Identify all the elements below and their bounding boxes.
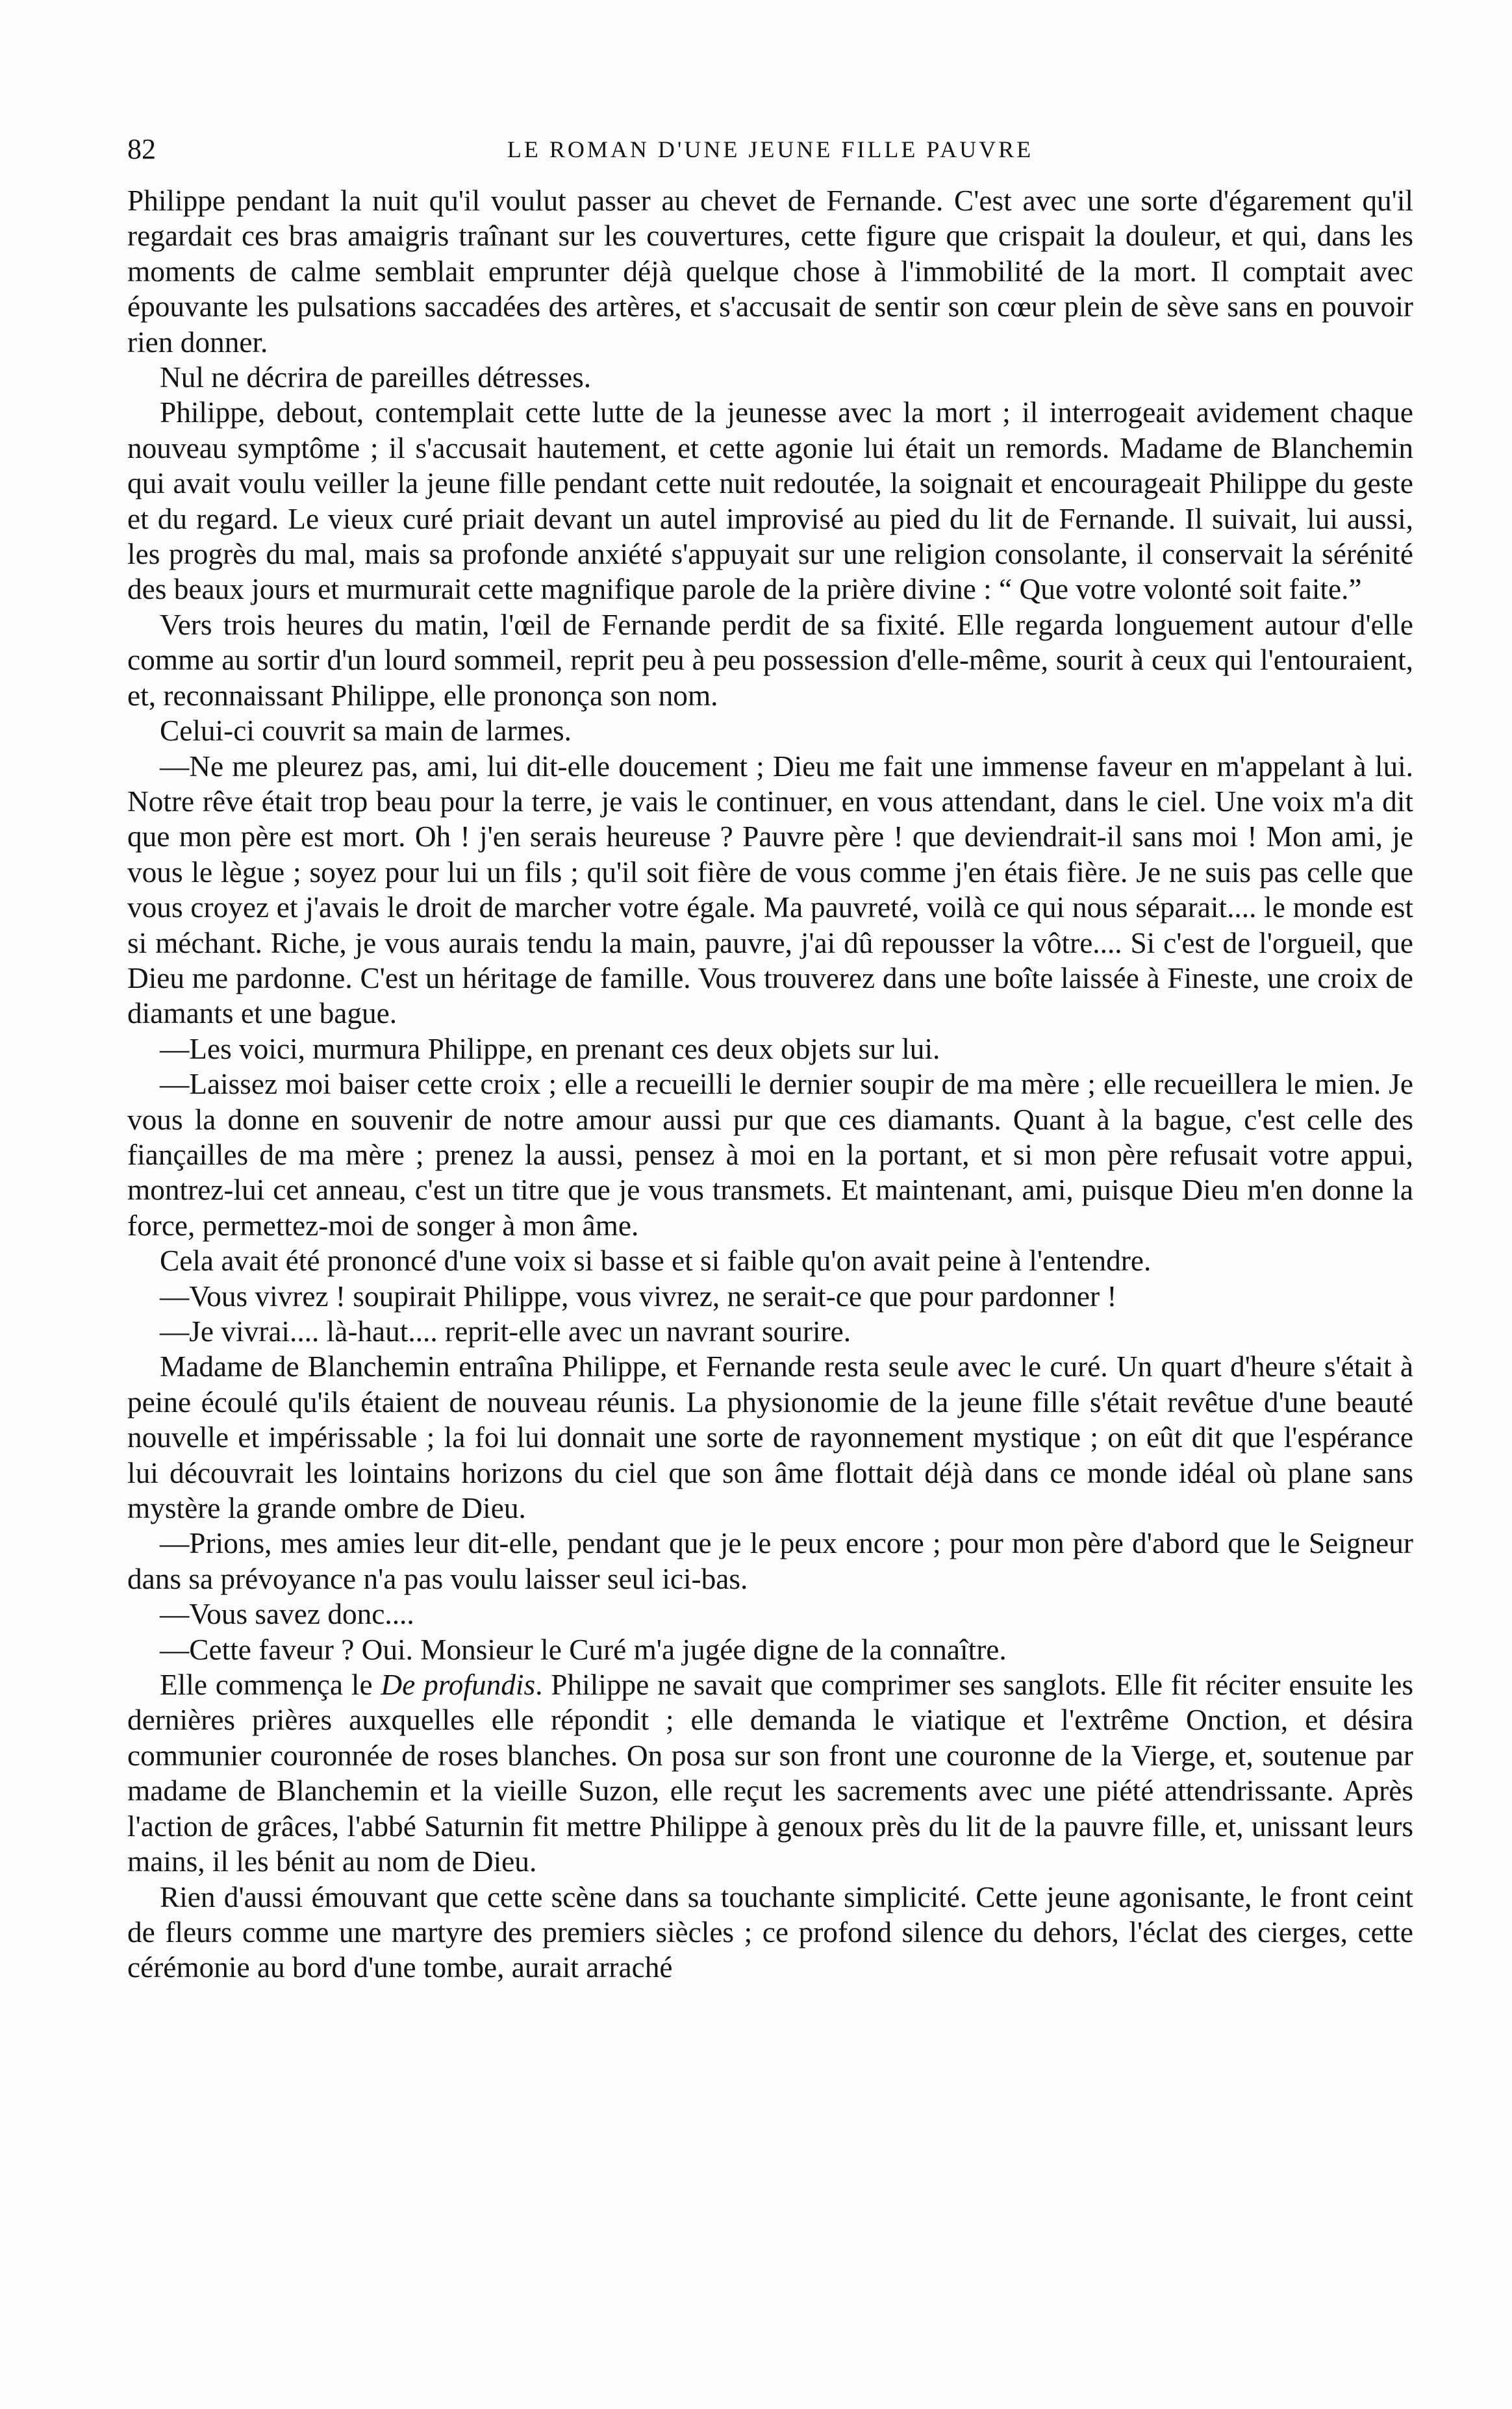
- paragraph: Philippe, debout, contemplait cette lutte de la jeunesse avec la mort ; il interrogeait avidement chaque nouveau symptôme ; il s'accusait hautement, et cette agonie lui était un remords. Madame de Blanchemin qui avait voulu veiller la jeune fille pendant cette nuit redoutée, la soignait et encourageait Philippe du geste et du regard. Le vieux curé priait devant un autel improvisé au pied du lit de Fernande. Il suivait, lui aussi, les progrès du mal, mais sa profonde anxiété s'appuyait sur une religion consolante, il conservait la sérénité des beaux jours et murmurait cette magnifique parole de la prière divine : “ Que votre volonté soit faite.”: [127, 396, 1413, 606]
- running-title: LE ROMAN D'UNE JEUNE FILLE PAUVRE: [507, 136, 1034, 162]
- page-header: [127, 130, 1413, 169]
- paragraph: —Prions, mes amies leur dit-elle, pendant que je le peux encore ; pour mon père d'abord que le Seigneur dans sa prévoyance n'a pas voulu laisser seul ici-bas.: [127, 1527, 1413, 1595]
- paragraph: Cela avait été prononcé d'une voix si basse et si faible qu'on avait peine à l'entendre.: [160, 1244, 1152, 1278]
- paragraph: —Vous savez donc....: [160, 1598, 414, 1631]
- paragraph: —Je vivrai.... là-haut.... reprit-elle avec un navrant sourire.: [160, 1315, 851, 1348]
- paragraph: Celui-ci couvrit sa main de larmes.: [160, 714, 572, 748]
- paragraph: —Laissez moi baiser cette croix ; elle a recueilli le dernier soupir de ma mère ; elle recueillera le mien. Je vous la donne en souvenir de notre amour aussi pur que ces diamants. Quant à la bague, c'est celle des fiançailles de ma mère ; prenez la aussi, pensez à moi en la portant, et si mon père refusait votre appui, montrez-lui cet anneau, c'est un titre que je vous transmets. Et maintenant, ami, puisque Dieu m'en donne la force, permettez-moi de songer à mon âme.: [127, 1068, 1413, 1242]
- paragraph-text: . Philippe ne savait que comprimer ses sanglots. Elle fit réciter ensuite les dernières prières auxquelles elle répondit ; elle demanda le viatique et l'extrême Onction, et désira communier couronnée de roses blanches. On posa sur son front une couronne de la Vierge, et, soutenue par madame de Blanchemin et la vieille Suzon, elle reçut les sacrements avec une piété attendrissante. Après l'action de grâces, l'abbé Saturnin fit mettre Philippe à genoux près du lit de la pauvre fille, et, unissant leurs mains, il les bénit au nom de Dieu.: [127, 1669, 1413, 1878]
- page-number: 82: [127, 133, 156, 165]
- body-text: [127, 183, 1413, 1986]
- paragraph: —Ne me pleurez pas, ami, lui dit-elle doucement ; Dieu me fait une immense faveur en m'appelant à lui. Notre rêve était trop beau pour la terre, je vais le continuer, en vous attendant, dans le ciel. Une voix m'a dit que mon père est mort. Oh ! j'en serais heureuse ? Pauvre père ! que deviendrait-il sans moi ! Mon ami, je vous le lègue ; soyez pour lui un fils ; qu'il soit fière de vous comme j'en étais fière. Je ne suis pas celle que vous croyez et j'avais le droit de marcher votre égale. Ma pauvreté, voilà ce qui nous séparait.... le monde est si méchant. Riche, je vous aurais tendu la main, pauvre, j'ai dû repousser la vôtre.... Si c'est de l'orgueil, que Dieu me pardonne. C'est un héritage de famille. Vous trouverez dans une boîte laissée à Fineste, une croix de diamants et une bague.: [127, 750, 1413, 1030]
- paragraph-text: Elle commença le: [160, 1669, 381, 1702]
- paragraph: —Les voici, murmura Philippe, en prenant ces deux objets sur lui.: [160, 1032, 940, 1065]
- paragraph: —Cette faveur ? Oui. Monsieur le Curé m'a jugée digne de la connaître.: [160, 1633, 1007, 1666]
- paragraph: —Vous vivrez ! soupirait Philippe, vous vivrez, ne serait-ce que pour pardonner !: [160, 1280, 1117, 1313]
- work-title: De profundis: [381, 1669, 536, 1702]
- paragraph: Nul ne décrira de pareilles détresses.: [160, 361, 592, 394]
- paragraph: Philippe pendant la nuit qu'il voulut passer au chevet de Fernande. C'est avec une sorte d'égarement qu'il regardait ces bras amaigris traînant sur les couvertures, cette figure que crispait la douleur, et qui, dans les moments de calme semblait emprunter déjà quelque chose à l'immobilité de la mort. Il comptait avec épouvante les pulsations saccadées des artères, et s'accusait de sentir son cœur plein de sève sans en pouvoir rien donner.: [127, 184, 1413, 359]
- paragraph-de-profundis: [127, 1667, 1413, 1879]
- paragraph: Madame de Blanchemin entraîna Philippe, et Fernande resta seule avec le curé. Un quart d'heure s'était à peine écoulé qu'ils étaient de nouveau réunis. La physionomie de la jeune fille s'était revêtue d'une beauté nouvelle et impérissable ; la foi lui donnait une sorte de rayonnement mystique ; on eût dit que l'espérance lui découvrait les lointains horizons du ciel que son âme flottait déjà dans ce monde idéal où plane sans mystère la grande ombre de Dieu.: [127, 1350, 1413, 1525]
- paragraph: Rien d'aussi émouvant que cette scène dans sa touchante simplicité. Cette jeune agonisante, le front ceint de fleurs comme une martyre des premiers siècles ; ce profond silence du dehors, l'éclat des cierges, cette cérémonie au bord d'une tombe, aurait arraché: [127, 1880, 1413, 1984]
- paragraph: Vers trois heures du matin, l'œil de Fernande perdit de sa fixité. Elle regarda longuement autour d'elle comme au sortir d'un lourd sommeil, reprit peu à peu possession d'elle-même, sourit à ceux qui l'entouraient, et, reconnaissant Philippe, elle prononça son nom.: [127, 608, 1413, 712]
